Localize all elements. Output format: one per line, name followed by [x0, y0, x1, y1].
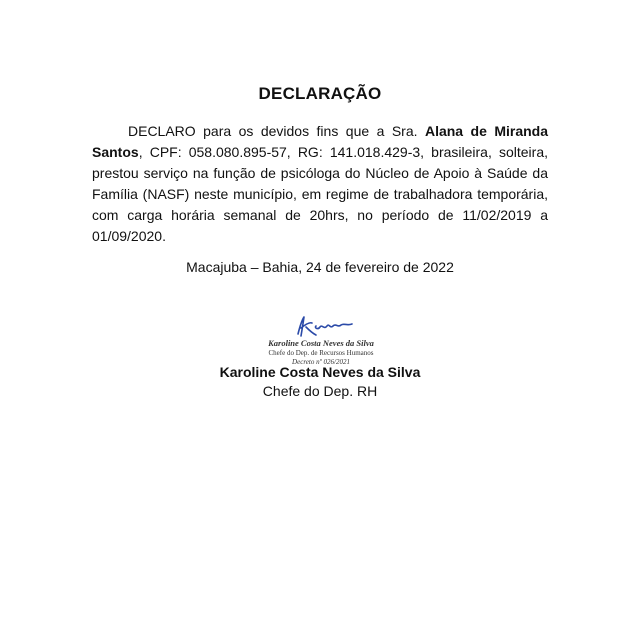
place-and-date: Macajuba – Bahia, 24 de fevereiro de 2022: [186, 259, 454, 275]
stamp-decree: Decreto nº 026/2021: [292, 358, 350, 366]
signature-stamp: [256, 318, 386, 366]
stamp-role: Chefe do Dep. de Recursos Humanos: [268, 349, 374, 357]
handwritten-signature: [292, 314, 356, 340]
signer-role: Chefe do Dep. RH: [262, 383, 378, 399]
document-title: DECLARAÇÃO: [258, 84, 382, 103]
declaration-body: [92, 121, 548, 247]
stamp-name: Karoline Costa Neves da Silva: [268, 338, 374, 348]
declaration-paragraph: [92, 121, 548, 247]
declaration-intro: DECLARO para os devidos fins que a Sra.: [128, 123, 425, 139]
signer-name: Karoline Costa Neves da Silva: [219, 364, 421, 380]
person-name: Alana de Miranda Santos: [92, 123, 549, 160]
declaration-details: , CPF: 058.080.895-57, RG: 141.018.429-3, brasileira, solteira, prestou serviço na função de psicóloga do Núcleo de Apoio à Saúde da Família (NASF) neste município, em regime de trabalhadora temporária, com carga horária semanal de 20hrs, no período de 11/02/2019 a 01/09/2020.: [92, 144, 548, 244]
